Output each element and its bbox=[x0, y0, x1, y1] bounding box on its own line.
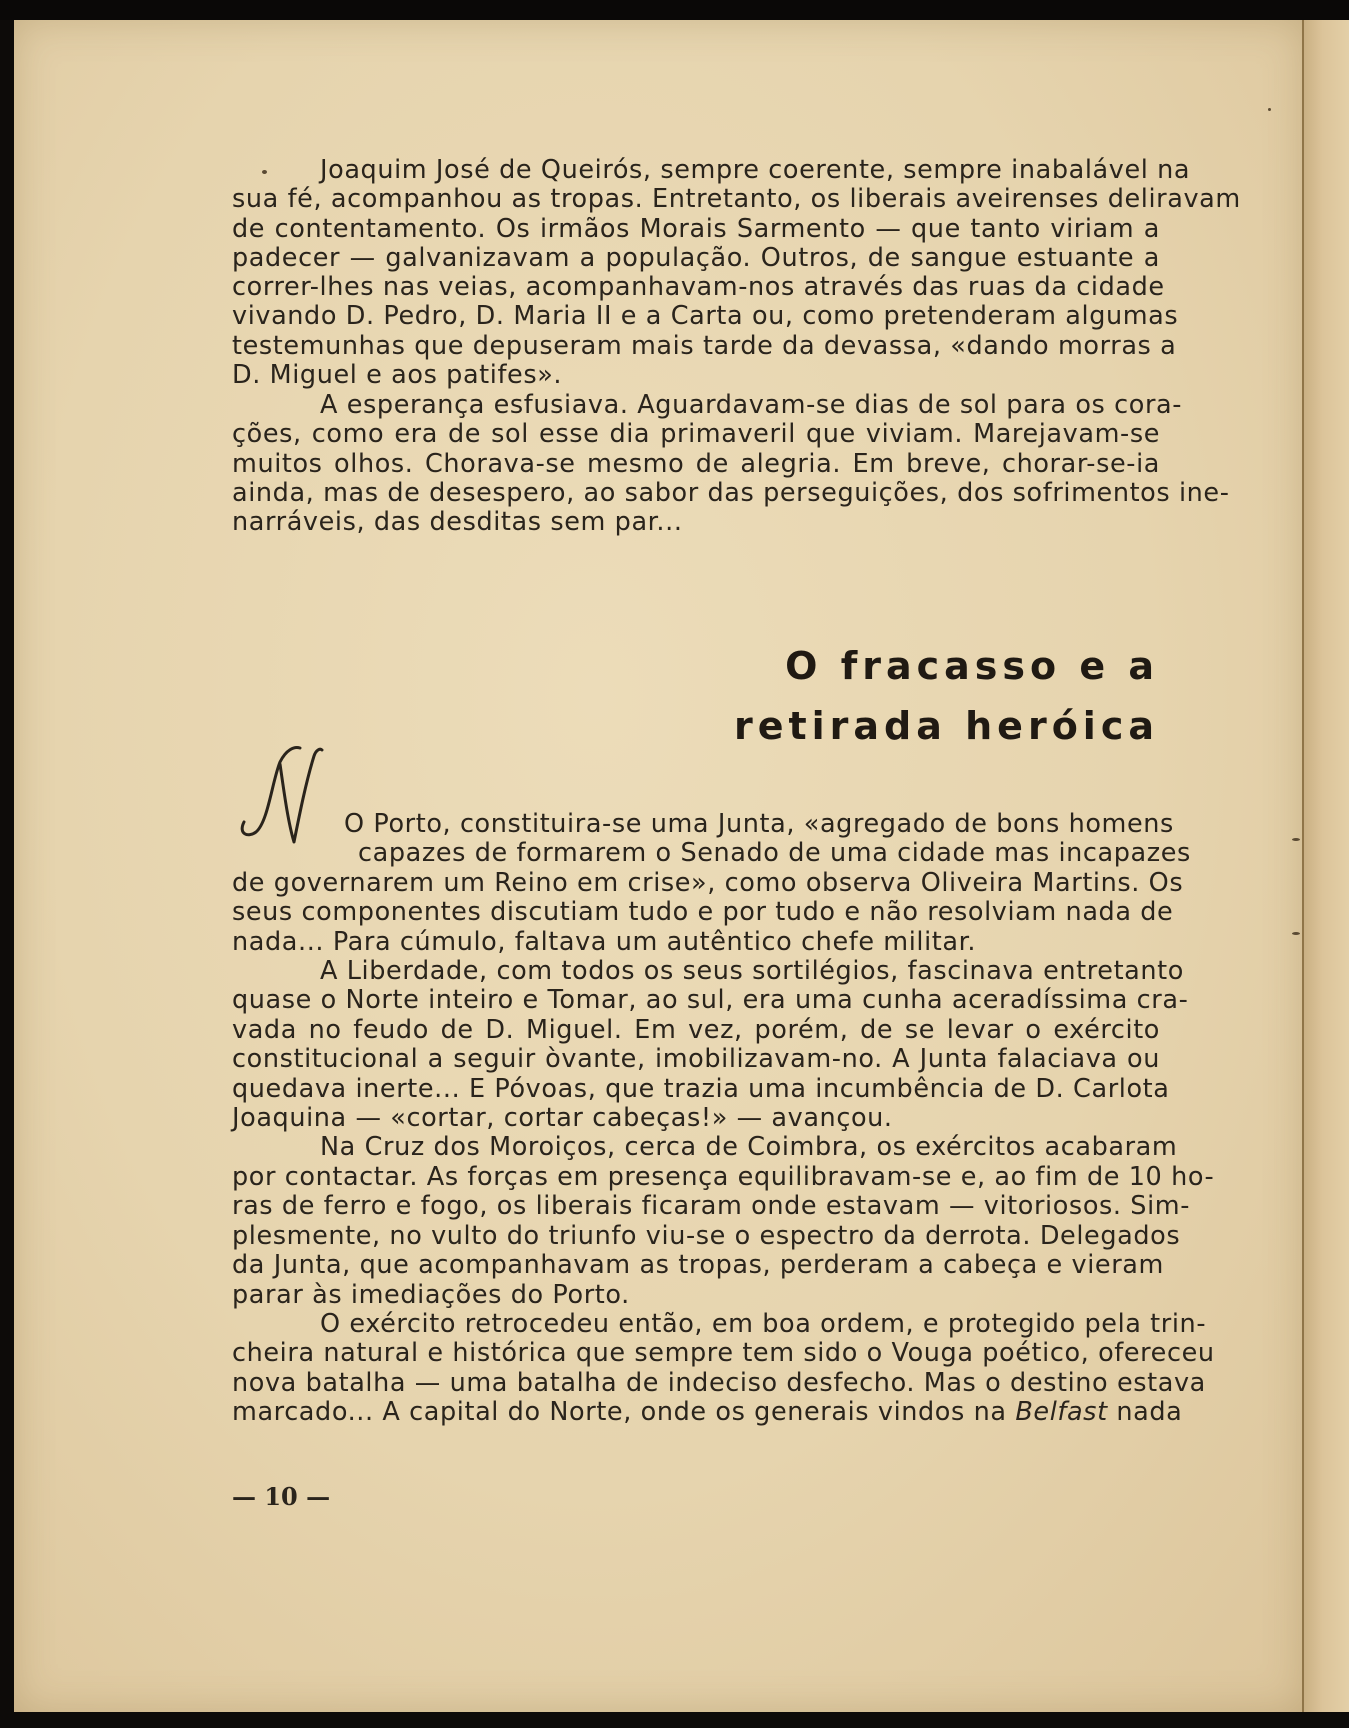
text-line: Joaquina — «cortar, cortar cabeças!» — avançou. bbox=[232, 1103, 893, 1134]
text-line: plesmente, no vulto do triunfo viu-se o espectro da derrota. Delegados bbox=[232, 1220, 1181, 1251]
text-line: A esperança esfusiava. Aguardavam-se dias de sol para os cora- bbox=[320, 390, 1183, 420]
page-number: — 10 — bbox=[232, 1482, 331, 1511]
section-heading-line-2: retirada heróica bbox=[733, 704, 1159, 748]
page-gutter bbox=[1302, 20, 1349, 1712]
top-border bbox=[0, 0, 1349, 20]
text-line: ras de ferro e fogo, os liberais ficaram onde estavam — vitoriosos. Sim- bbox=[232, 1191, 1191, 1222]
text-line: sua fé, acompanhou as tropas. Entretanto, os liberais aveirenses deliravam bbox=[232, 184, 1241, 215]
text-line bbox=[232, 1397, 1183, 1428]
text-line: quase o Norte inteiro e Tomar, ao sul, era uma cunha aceradíssima cra- bbox=[232, 985, 1189, 1016]
paper-speck bbox=[1292, 932, 1300, 935]
text-fragment: nada bbox=[1116, 1397, 1183, 1428]
paragraph-1 bbox=[232, 155, 1241, 391]
text-line: ainda, mas de desespero, ao sabor das perseguições, dos sofrimentos ine- bbox=[232, 477, 1230, 508]
text-line: quedava inerte... E Póvoas, que trazia uma incumbência de D. Carlota bbox=[232, 1073, 1170, 1104]
paper-speck bbox=[1268, 108, 1271, 111]
text-line: constitucional a seguir òvante, imobilizavam-no. A Junta falaciava ou bbox=[232, 1044, 1160, 1075]
text-line: nada... Para cúmulo, faltava um autêntico chefe militar. bbox=[232, 926, 977, 957]
text-line: de governarem um Reino em crise», como observa Oliveira Martins. Os bbox=[232, 867, 1184, 898]
text-line: vivando D. Pedro, D. Maria II e a Carta ou, como pretenderam algumas bbox=[232, 301, 1179, 332]
text-line: seus componentes discutiam tudo e por tudo e não resolviam nada de bbox=[232, 897, 1174, 928]
text-line: muitos olhos. Chorava-se mesmo de alegria. Em breve, chorar-se-ia bbox=[232, 448, 1160, 479]
text-line: Na Cruz dos Moroiços, cerca de Coimbra, os exércitos acabaram bbox=[320, 1132, 1178, 1163]
text-line: cheira natural e histórica que sempre tem sido o Vouga poético, ofereceu bbox=[232, 1338, 1215, 1369]
text-line: testemunhas que depuseram mais tarde da devassa, «dando morras a bbox=[232, 330, 1177, 361]
text-line: da Junta, que acompanhavam as tropas, perderam a cabeça e vieram bbox=[232, 1250, 1164, 1281]
section-body bbox=[232, 809, 1215, 1428]
ship-name: Belfast bbox=[1015, 1397, 1108, 1428]
text-line: O exército retrocedeu então, em boa ordem, e protegido pela trin- bbox=[320, 1308, 1207, 1339]
text-line: correr-lhes nas veias, acompanhavam-nos através das ruas da cidade bbox=[232, 272, 1165, 303]
paragraph-2 bbox=[232, 390, 1230, 538]
section-heading-line-1: O fracasso e a bbox=[785, 644, 1159, 688]
paper-speck bbox=[262, 170, 267, 174]
text-line: Joaquim José de Queirós, sempre coerente, sempre inabalável na bbox=[320, 155, 1191, 185]
text-line: nova batalha — uma batalha de indeciso desfecho. Mas o destino estava bbox=[232, 1367, 1206, 1398]
text-line: vada no feudo de D. Miguel. Em vez, porém, de se levar o exército bbox=[232, 1014, 1160, 1045]
text-line: parar às imediações do Porto. bbox=[232, 1279, 630, 1310]
text-line: por contactar. As forças em presença equilibravam-se e, ao fim de 10 ho- bbox=[232, 1161, 1215, 1192]
paper-speck bbox=[1292, 838, 1300, 841]
text-line: narráveis, das desditas sem par... bbox=[232, 507, 683, 538]
text-line: capazes de formarem o Senado de uma cidade mas incapazes bbox=[358, 838, 1191, 869]
text-line: de contentamento. Os irmãos Morais Sarmento — que tanto viriam a bbox=[232, 213, 1160, 244]
text-line: A Liberdade, com todos os seus sortilégios, fascinava entretanto bbox=[320, 956, 1184, 987]
text-line: O Porto, constituira-se uma Junta, «agregado de bons homens bbox=[344, 809, 1174, 839]
text-fragment: marcado... A capital do Norte, onde os generais vindos na bbox=[232, 1397, 1007, 1428]
text-line: ções, como era de sol esse dia primaveril que viviam. Marejavam-se bbox=[232, 419, 1160, 450]
text-line: padecer — galvanizavam a população. Outros, de sangue estuante a bbox=[232, 242, 1160, 273]
text-line: D. Miguel e aos patifes». bbox=[232, 360, 563, 391]
